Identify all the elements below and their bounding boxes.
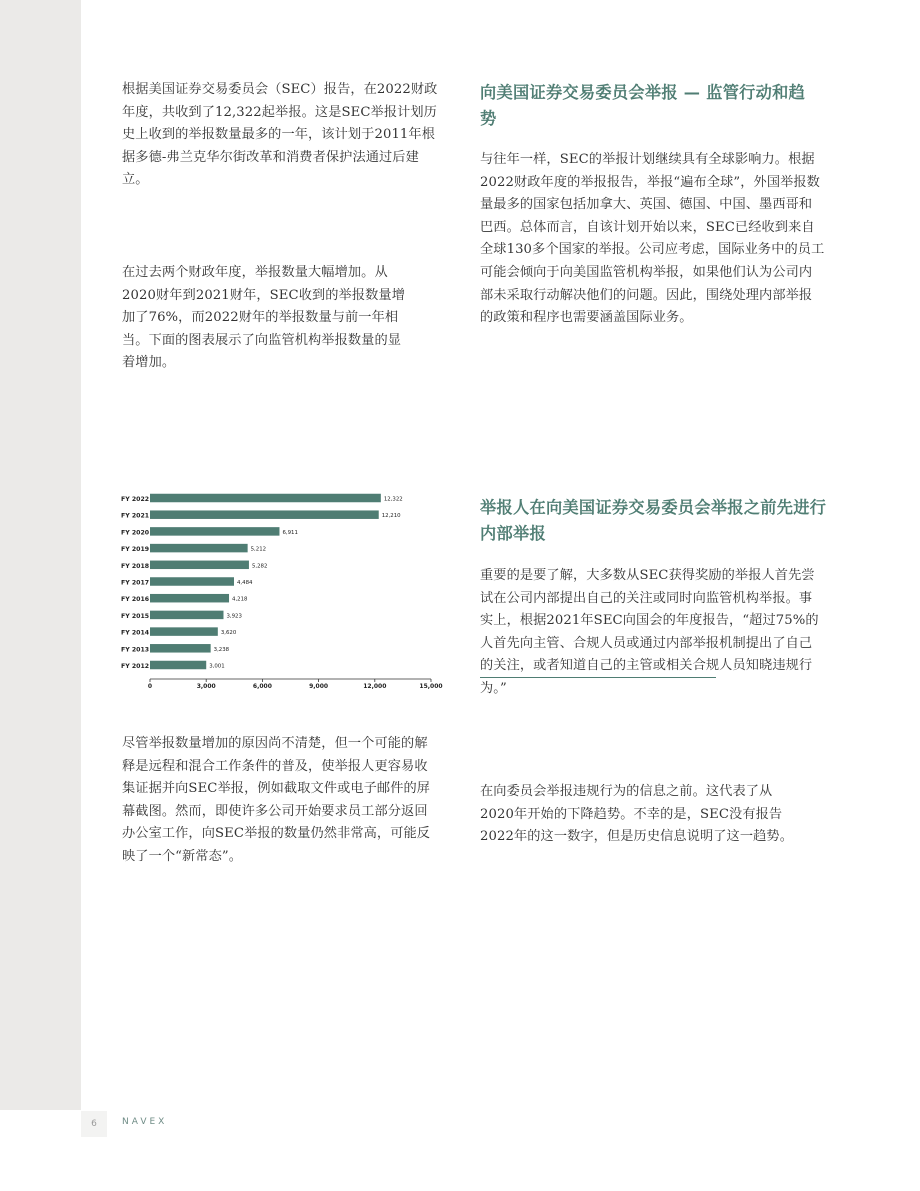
- left-paragraph-2: 在过去两个财政年度，举报数量大幅增加。从2020财年到2021财年，SEC收到的举报数量增加了76%，而2022财年的举报数量与前一年相当。下面的图表展示了向监管机构举报数量的显着增加。: [122, 265, 405, 371]
- value-label: 12,322: [383, 496, 403, 503]
- category-label: FY 2013: [121, 646, 150, 654]
- value-label: 4,218: [232, 596, 248, 603]
- value-label: 4,484: [237, 580, 253, 586]
- x-tick-label: 15,000: [419, 683, 443, 690]
- bar: [150, 494, 381, 503]
- quote-underline: [480, 677, 716, 678]
- bar: [150, 627, 218, 636]
- bar: [150, 594, 229, 603]
- page-number: 6: [81, 1111, 107, 1137]
- x-tick-label: 12,000: [363, 683, 387, 690]
- category-label: FY 2021: [121, 512, 150, 520]
- bar: [150, 510, 379, 519]
- sidebar-band: [0, 0, 81, 1110]
- right-paragraph-1: 与往年一样，SEC的举报计划继续具有全球影响力。根据2022财政年度的举报报告，举报“遍布全球”，外国举报数量最多的国家包括加拿大、英国、德国、中国、墨西哥和巴西。总体而言，自该计划开始以来，SEC已经收到来自全球130多个国家的举报。公司应考虑，国际业务中的员工可能会倾向于向美国监管机构举报，如果他们认为公司内部未采取行动解决他们的问题。因此，围绕处理内部举报的政策和程序也需要涵盖国际业务。: [480, 152, 825, 326]
- value-label: 3,001: [209, 663, 225, 670]
- category-label: FY 2012: [121, 663, 150, 670]
- right-paragraph-3: 在向委员会举报违规行为的信息之前。这代表了从2020年开始的下降趋势。不幸的是，SEC没有报告2022年的这一数字，但是历史信息说明了这一趋势。: [480, 784, 793, 845]
- value-label: 5,282: [251, 563, 268, 570]
- value-label: 3,620: [220, 630, 237, 637]
- value-label: 3,923: [226, 613, 242, 620]
- bar: [150, 577, 234, 586]
- value-label: 6,911: [282, 529, 298, 536]
- category-label: FY 2018: [121, 562, 150, 570]
- x-tick-label: 9,000: [309, 683, 329, 690]
- bar: [150, 661, 206, 670]
- value-label: 12,210: [381, 513, 401, 520]
- left-paragraph-1: 根据美国证券交易委员会（SEC）报告，在2022财政年度，共收到了12,322起举报。这是SEC举报计划历史上收到的举报数量最多的一年，该计划于2011年根据多德-弗兰克华尔街改革和消费者保护法通过后建立。: [122, 82, 438, 188]
- x-tick-label: 0: [147, 683, 153, 690]
- brand-wordmark: NAVEX: [122, 1117, 168, 1127]
- section-heading-regulatory-trends: 向美国证券交易委员会举报 — 监管行动和趋势: [480, 83, 806, 128]
- bar: [150, 611, 223, 620]
- bar: [150, 561, 249, 570]
- bar: [150, 544, 248, 553]
- category-label: FY 2022: [121, 496, 150, 503]
- value-label: 3,238: [213, 646, 230, 653]
- x-tick-label: 3,000: [196, 683, 216, 690]
- category-label: FY 2015: [121, 612, 150, 620]
- value-label: 5,212: [250, 546, 267, 553]
- whistleblower-tips-bar-chart: [112, 488, 452, 698]
- category-label: FY 2020: [121, 529, 150, 537]
- category-label: FY 2019: [121, 546, 150, 554]
- bar: [150, 527, 279, 536]
- left-paragraph-3: 尽管举报数量增加的原因尚不清楚，但一个可能的解释是远程和混合工作条件的普及，使举报人更容易收集证据并向SEC举报，例如截取文件或电子邮件的屏幕截图。然而，即使许多公司开始要求员工部分返回办公室工作，向SEC举报的数量仍然非常高，可能反映了一个“新常态”。: [122, 736, 431, 864]
- category-label: FY 2017: [121, 579, 150, 587]
- section-heading-internal-reporting: 举报人在向美国证券交易委员会举报之前先进行内部举报: [480, 498, 827, 543]
- category-label: FY 2014: [121, 629, 150, 637]
- right-paragraph-2: 重要的是要了解，大多数从SEC获得奖励的举报人首先尝试在公司内部提出自己的关注或同时向监管机构举报。事实上，根据2021年SEC向国会的年度报告，“超过75%的人首先向主管、合规人员或通过内部举报机制提出了自己的关注，或者知道自己的主管或相关合规人员知晓违规行为。”: [480, 568, 819, 696]
- x-tick-label: 6,000: [252, 683, 272, 690]
- bar: [150, 644, 211, 653]
- category-label: FY 2016: [121, 596, 150, 604]
